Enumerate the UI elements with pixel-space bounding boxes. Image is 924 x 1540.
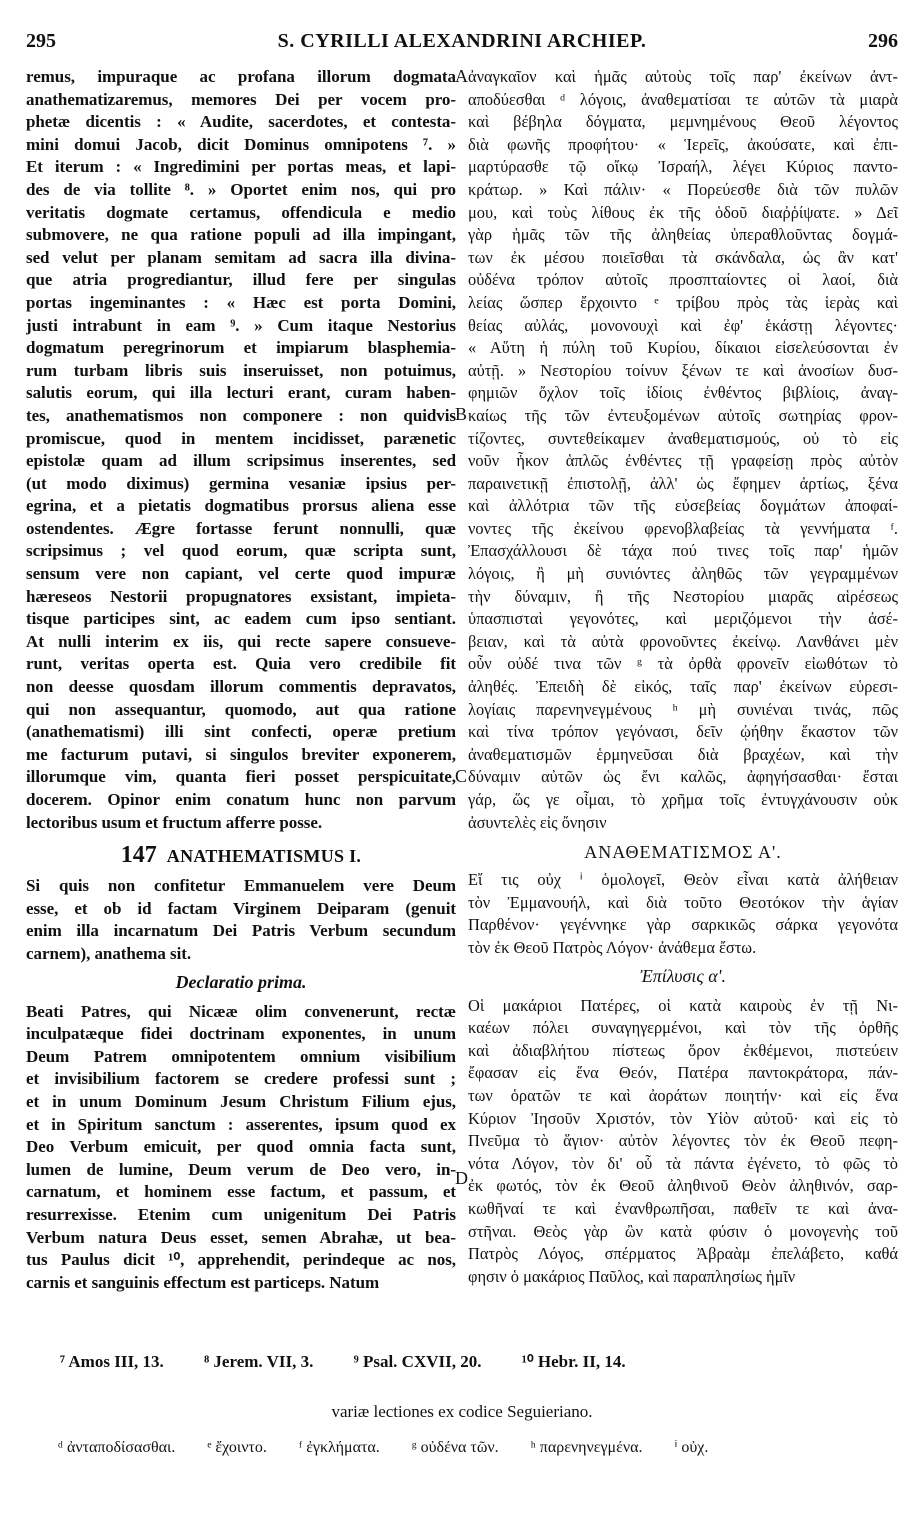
text-line: αποδύεσθαι ᵈ λόγοις, ἀναθεματίσαι τε αὐτῶν τὰ μιαρὰ xyxy=(468,89,898,109)
text-line: dogmatum peregrinorum et impiarum blasphemia- xyxy=(26,338,456,358)
text-line: φησιν ὁ μακάριος Παῦλος, καὶ παραπλησίως ἡμῖν xyxy=(468,1266,796,1286)
text-line: (ut modo diximus) germina vesaniæ ipsius per- xyxy=(26,473,456,493)
margin-letter-a: A xyxy=(455,66,468,86)
text-line: παραινετικῇ ἐπιστολῇ, ἀλλ' ὡς ἔφημεν ἀρτίως, ξένα xyxy=(468,473,898,493)
footnote: ¹⁰ Hebr. II, 14. xyxy=(521,1352,626,1371)
text-line: ἀληθές. Ἐπειδὴ δὲ εἰκός, ταῖς παρ' ἐκείνων εὑρεσι- xyxy=(468,677,898,697)
text-line: lumen de lumine, Deum verum de Deo vero, in- xyxy=(26,1159,456,1179)
text-line: φημιῶν ὄχλον τοῖς ἰδίοις ἐνθέντος βιβλίοις, ἀναγ- xyxy=(468,383,898,403)
text-line: me facturum putavi, si singulos breviter exponerem, xyxy=(26,744,456,764)
text-line: καίως τῆς τῶν ἐντευξομένων αὐτοῖς σωτηρίας φρον- xyxy=(468,405,898,425)
text-line: salutis eorum, qui illa lecturi erant, curam haben- xyxy=(26,383,456,403)
text-line: anathematizaremus, memores Dei per vocem pro- xyxy=(26,89,456,109)
greek-intro-text xyxy=(468,66,898,834)
text-line: ἀναθεματισμῶν ἑρμηνεῦσαι διὰ βραχέων, καὶ τὴν xyxy=(468,744,898,764)
variant-reading: ʰ παρενηνεγμένα. xyxy=(530,1439,643,1456)
footnote: ⁸ Jerem. VII, 3. xyxy=(204,1352,314,1371)
margin-letter-b: B xyxy=(455,404,468,424)
latin-declaratio-heading: Declaratio prima. xyxy=(175,971,307,992)
text-line: νοντες τῆς ἐκείνου φρενοβλαβείας τὰ γεννήματα ᶠ. xyxy=(468,518,898,538)
text-line: ὑπασπισταὶ γεγονότες, καὶ μεριζόμενοι τὴν ἀσέ- xyxy=(468,609,898,629)
text-line: γὰρ ἡμᾶς τῶν τῆς ἀληθείας ὑπεραθλοῦντας δογμά- xyxy=(468,225,898,245)
text-line: κωθῆναί τε καὶ ἐνανθρωπῆσαι, παθεῖν τε καὶ ἀνα- xyxy=(468,1198,898,1218)
text-line: μαρτύρασθε τῷ οἴκῳ Ἰσραήλ, λέγει Κύριος παντο- xyxy=(468,157,898,177)
text-line: lectoribus usum et fructum afferre posse. xyxy=(26,812,323,832)
greek-declaratio-heading: Ἐπίλυσις α'. xyxy=(639,965,726,986)
text-line: submovere, ne qua ratione populi ad illa impingant, xyxy=(26,225,456,245)
text-line: Deum Patrem omnipotentem omnium visibilium xyxy=(26,1046,456,1066)
text-line: ἀναγκαῖον καὶ ἡμᾶς αὐτοὺς τοῖς παρ' ἐκείνων ἀντ- xyxy=(468,67,898,86)
text-line: διὰ φωνῆς προφήτου· « Ἱερεῖς, ἀκούσατε, καὶ ἐπι- xyxy=(468,134,898,154)
text-line: qui non assequantur, quomodo, aut qua ratione xyxy=(26,699,456,719)
variant-readings xyxy=(58,1437,898,1457)
text-line: τίζοντες, συντεθείκαμεν ἀναθεματισμούς, οὐ τὸ εἰς xyxy=(468,428,898,448)
greek-column xyxy=(468,66,898,1288)
text-line: τὴν δύναμιν, ἢ τῆς Νεστορίου μιαρᾶς αἱρέσεως xyxy=(468,586,898,606)
text-line: δύναμιν αὐτῶν ὡς ἔνι καλῶς, ἀφηγήσασθαι· ἔσται xyxy=(468,767,898,787)
text-line: remus, impuraque ac profana illorum dogmata xyxy=(26,67,456,86)
text-line: At nulli interim ex iis, qui recte sapere consueve- xyxy=(26,631,456,651)
text-line: Deo Verbum emicuit, per quod omnia facta sunt, xyxy=(26,1137,456,1157)
variant-reading: ᵈ ἀνταποδίσασθαι. xyxy=(58,1439,176,1456)
text-line: esse, et ob id factam Virginem Deiparam (genuit xyxy=(26,898,456,918)
text-line: αὐτῇ. » Νεστορίου τοίνυν ξένων τε καὶ ἀνοσίων δυσ- xyxy=(468,360,898,380)
greek-declaratio-text xyxy=(468,995,898,1289)
text-line: resurrexisse. Etenim cum unigenitum Dei Patris xyxy=(26,1204,456,1224)
text-line: sensum vere non capiant, vel certe quod impuræ xyxy=(26,564,456,584)
variant-reading: ᵍ οὐδένα τῶν. xyxy=(411,1439,499,1456)
text-line: λογίαις παρενηνεγμένους ʰ μὴ συνιέναι τινάς, πῶς xyxy=(468,699,898,719)
text-line: docerem. Opinor enim conatum hunc non parvum xyxy=(26,790,456,809)
text-line: portas ingeminantes : « Hæc est porta Domini, xyxy=(26,292,456,312)
text-line: των ὁρατῶν τε καὶ ἀοράτων ποιητήν· καὶ εἰς ἕνα xyxy=(468,1085,898,1105)
text-line: τὸν ἐκ Θεοῦ Πατρὸς Λόγον· ἀνάθεμα ἔστω. xyxy=(468,937,757,957)
text-line: ἀσυντελὲς εἰς ὄνησιν xyxy=(468,812,607,832)
text-line: Verbum natura Deus esset, semen Abrahæ, ut bea- xyxy=(26,1227,456,1247)
text-line: Εἴ τις οὐχ ⁱ ὁμολογεῖ, Θεὸν εἶναι κατὰ ἀλήθειαν xyxy=(468,870,898,890)
text-line: Si quis non confitetur Emmanuelem vere Deum xyxy=(26,876,456,896)
text-line: tes, anathematismos non componere : non quidvis xyxy=(26,405,456,425)
text-line: epistolæ quam ad illum scripsimus inserentes, sed xyxy=(26,451,456,471)
text-line: λείας ὥσπερ ἔρχοιντο ᵉ τρίβου πρὸς τὰς ἱερὰς καὶ xyxy=(468,292,898,312)
running-head-title: S. CYRILLI ALEXANDRINI ARCHIEP. xyxy=(277,30,647,52)
text-line: Παρθένον· γεγέννηκε γὰρ σαρκικῶς σάρκα γεγονότα xyxy=(468,915,898,935)
text-line: Οἱ μακάριοι Πατέρες, οἱ κατὰ καιροὺς ἐν τῇ Νι- xyxy=(468,995,898,1015)
text-line: νότα Λόγον, τὸν δι' οὗ τὰ πάντα ἐγένετο, τὸ φῶς τὸ xyxy=(468,1153,898,1173)
text-line: Ἐπασχάλλουσι δὲ τάχα πού τινες τοῖς παρ' ἡμῶν xyxy=(468,541,898,561)
text-line: ostendentes. Ægre fortasse ferunt nonnulli, quæ xyxy=(26,518,456,538)
text-line: ἔφασαν εἰς ἕνα Θεόν, Πατέρα παντοκράτορα, πάν- xyxy=(468,1063,898,1083)
text-line: Πατρὸς Λόγος, σπέρματος Ἀβραὰμ ἐπελάβετο, καθά xyxy=(468,1244,898,1264)
text-line: στῆναι. Θεὸς γὰρ ὢν κατὰ φύσιν ὁ μονογενὴς τοῦ xyxy=(468,1221,898,1241)
greek-section-heading xyxy=(468,842,898,863)
variant-reading: ᶠ ἐγκλήματα. xyxy=(298,1439,380,1456)
text-line: non deesse quosdam illorum commentis depravatos, xyxy=(26,677,456,697)
latin-declaratio-text xyxy=(26,1001,456,1295)
text-line: carnis et sanguinis effectum est particeps. Natum xyxy=(26,1272,380,1292)
text-line: βειαν, καὶ τὰ αὐτὰ φρονοῦντες ἐκείνῳ. Λανθάνει μὲν xyxy=(468,631,898,651)
text-line: tus Paulus dicit ¹⁰, apprehendit, perindeque ac nos, xyxy=(26,1250,456,1270)
latin-section-title: ANATHEMATISMUS I. xyxy=(166,846,362,867)
text-line: des de via tollite ⁸. » Oportet enim nos, qui pro xyxy=(26,179,456,199)
text-line: « Αὕτη ἡ πύλη τοῦ Κυρίου, δίκαιοι εἰσελεύσονται ἐν xyxy=(468,338,898,358)
footnote: ⁷ Amos III, 13. xyxy=(60,1352,164,1371)
text-line: hæreseos Nestorii propugnatores exsistant, impieta- xyxy=(26,586,456,606)
text-line: scripsimus ; vel quod eorum, quæ scripta sunt, xyxy=(26,541,456,561)
greek-anathema-text xyxy=(468,869,898,959)
margin-letter-d: D xyxy=(455,1168,468,1188)
text-line: μου, καὶ τοὺς λίθους ἐκ τῆς ὁδοῦ διαῤῥίψατε. » Δεῖ xyxy=(468,202,898,222)
text-line: λόγοις, ἢ μὴ συνιόντες ἀληθῶς τῶν γεγραμμένων xyxy=(468,564,898,584)
text-line: ἐκ φωτός, τὸν ἐκ Θεοῦ ἀληθινοῦ Θεὸν ἀληθινόν, σαρ- xyxy=(468,1176,898,1196)
text-line: et in Spiritum sanctum : asserentes, ipsum quod ex xyxy=(26,1114,456,1134)
text-line: et invisibilium factorem se credere professi sunt ; xyxy=(26,1069,456,1089)
variant-reading: ᵉ ἔχοιντο. xyxy=(207,1439,267,1456)
text-line: rum turbam libris suis inseruisset, non potuimus, xyxy=(26,360,456,380)
text-line: mini domui Jacob, dicit Dominus omnipotens ⁷. » xyxy=(26,134,456,154)
text-line: promiscue, quod in mentem incidisset, parænetic xyxy=(26,428,456,448)
page-number-right: 296 xyxy=(868,30,898,52)
text-line: θείας αὐλάς, μονονουχὶ καὶ ἐφ' ἑκάστῃ λέγοντες· xyxy=(468,315,898,335)
text-line: καὶ ἀλλότρια τῶν τῆς εὐσεβείας δογμάτων ἀποφαί- xyxy=(468,496,898,516)
text-line: Beati Patres, qui Nicææ olim convenerunt, rectæ xyxy=(26,1001,456,1021)
text-line: phetæ dicentis : « Audite, sacerdotes, et contesta- xyxy=(26,112,456,132)
latin-section-heading xyxy=(26,842,456,869)
section-number: 147 xyxy=(120,842,157,869)
text-line: veritatis dogmate certamus, offendicula e medio xyxy=(26,202,456,222)
footnote: ⁹ Psal. CXVII, 20. xyxy=(353,1352,482,1371)
text-line: καὶ ἀδιαβλήτου πίστεως ὅρον ἐκθέμενοι, πιστεύειν xyxy=(468,1040,898,1060)
text-line: (anathematismi) illi sint confecti, operæ pretium xyxy=(26,722,456,742)
page-number-left: 295 xyxy=(26,30,56,52)
text-line: οὐδένα τρόπον αὐτοῖς προσπταίοντες οἱ λαοί, διὰ xyxy=(468,270,898,290)
text-line: runt, veritas operta est. Quia vero credibile fit xyxy=(26,654,456,674)
running-header xyxy=(26,30,898,60)
text-line: sed velut per planam semitam ad sacra illa divina- xyxy=(26,247,456,267)
text-line: inculpatæque fidei doctrinam exponentes, in unum xyxy=(26,1024,456,1044)
text-line: carnem), anathema sit. xyxy=(26,943,192,963)
latin-anathema-text xyxy=(26,875,456,965)
text-line: Et iterum : « Ingredimini per portas meas, et lapi- xyxy=(26,157,456,177)
margin-letter-c: C xyxy=(455,766,468,786)
text-line: carnatum, et hominem esse factum, et passum, et xyxy=(26,1182,456,1202)
text-line: Κύριον Ἰησοῦν Χριστόν, τὸν Υἱὸν αὐτοῦ· καὶ εἰς τὸ xyxy=(468,1108,898,1128)
greek-section-title: ΑΝΑΘΕΜΑΤΙΣΜΟΣ Α'. xyxy=(584,842,782,863)
variants-heading: variæ lectiones ex codice Seguieriano. xyxy=(331,1402,593,1421)
text-line: τὸν Ἐμμανουήλ, καὶ διὰ τοῦτο Θεοτόκον τὴν ἁγίαν xyxy=(468,892,898,912)
latin-column xyxy=(26,66,456,1294)
text-line: tisque participes sint, ac eadem cum ipso sentiant. xyxy=(26,609,456,629)
text-line: illorumque vim, quanta fieri posset perspicuitate, xyxy=(26,767,456,787)
text-line: enim illa incarnatum Dei Patris Verbum secundum xyxy=(26,921,456,941)
text-line: των ἐκ μέσου ποιεῖσθαι τὰ σκάνδαλα, ὡς ἂν κατ' xyxy=(468,247,898,267)
text-line: γάρ, ὥς γε οἶμαι, τὸ χρῆμα τοῖς ἐντυγχάνουσιν οὐκ xyxy=(468,790,898,809)
latin-intro-text xyxy=(26,66,456,834)
variant-reading: ⁱ οὐχ. xyxy=(674,1439,709,1456)
text-line: egrina, et a pietatis dogmatibus prorsus aliena esse xyxy=(26,496,456,516)
text-line: κράτωρ. » Καὶ πάλιν· « Πορεύεσθε διὰ τῶν πυλῶν xyxy=(468,179,898,199)
text-line: καὶ βέβηλα δόγματα, μεμνημένους Θεοῦ λέγοντος xyxy=(468,112,898,132)
text-line: οὖν οὐδέ τινα τῶν ᵍ τὰ ὀρθὰ φρονεῖν εἰωθότων τὸ xyxy=(468,654,898,674)
text-line: et in unum Dominum Jesum Christum Filium ejus, xyxy=(26,1091,456,1111)
text-line: justi intrabunt in eam ⁹. » Cum itaque Nestorius xyxy=(26,315,456,335)
text-line: καέων πόλει συναγηγερμένοι, καὶ τὸν τῆς ὀρθῆς xyxy=(468,1018,898,1038)
text-line: Πνεῦμα τὸ ἅγιον· αὐτὸν λέγοντες τὸν ἐκ Θεοῦ πεφη- xyxy=(468,1131,898,1151)
text-line: que atria progrediantur, illud fere per singulas xyxy=(26,270,456,290)
text-line: νοῦν ἧκον ἁπλῶς ἐνθέντες τῇ γραφείσῃ πρὸς αὐτὸν xyxy=(468,451,898,471)
footnotes xyxy=(60,1352,900,1372)
text-line: καὶ τίνα τρόπον γεγόνασι, δεῖν ᾠήθην ἕκαστον τῶν xyxy=(468,722,898,742)
